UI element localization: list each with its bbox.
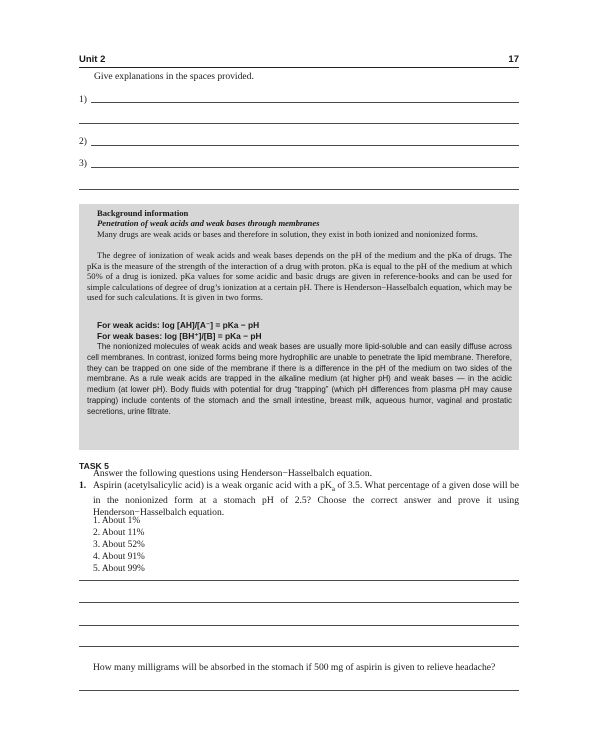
- task-instruction: Answer the following questions using Henderson−Hasselbalch equation.: [93, 468, 373, 479]
- work-line: [79, 625, 519, 626]
- task-title: TASK 5: [79, 461, 109, 471]
- question-number: 1.: [79, 480, 87, 491]
- intro-instruction: Give explanations in the spaces provided.: [94, 71, 254, 82]
- answer-line: [91, 145, 519, 146]
- work-line: [79, 602, 519, 603]
- background-paragraph-1: Many drugs are weak acids or bases and therefore in solution, they exist in both ionized and nonionized forms.: [97, 229, 478, 239]
- formula-weak-acids: For weak acids: log [AH]/[A⁻] = pKa − pH: [97, 320, 260, 330]
- answer-line: [79, 123, 519, 124]
- answer-line: [79, 189, 519, 190]
- work-line: [79, 646, 519, 647]
- work-line: [79, 690, 519, 691]
- background-subtitle: Penetration of weak acids and weak bases through membranes: [97, 218, 320, 228]
- option: 4. About 91%: [93, 552, 145, 562]
- answer-line: [91, 102, 519, 103]
- option: 5. About 99%: [93, 564, 145, 574]
- followup-question: How many milligrams will be absorbed in the stomach if 500 mg of aspirin is given to relieve headache?: [93, 662, 496, 673]
- option: 1. About 1%: [93, 516, 141, 526]
- unit-label: Unit 2: [79, 54, 106, 65]
- background-title: Background information: [97, 208, 189, 218]
- option: 2. About 11%: [93, 528, 145, 538]
- background-paragraph-2: The degree of ionization of weak acids and weak bases depends on the pH of the medium and the pKa of drugs. The pKa is the measure of the strength of the interaction of a drug with proton. pKa is equal to the pH of the medium at which 50% of a drug is ionized. pKa values for some acidic and basic drugs are given in reference-books and can be used for simple calculations of degree of drug’s ionization at a certain pH. There is Henderson−Hasselbalch equation, which may be used for such calculations. It is given in two forms.: [87, 250, 512, 302]
- running-header: [79, 51, 519, 68]
- answer-line: [91, 167, 519, 168]
- answer-number-2: 2): [79, 136, 87, 147]
- question-text: Aspirin (acetylsalicylic acid) is a weak organic acid with a $pK_a$ of 3.5. What percentage of a given dose will be in the nonionized form at a stomach pH of 2.5? Choose the correct answer and prove it using Henderson−Hasselbalch equation.: [93, 480, 520, 518]
- formula-weak-bases: For weak bases: log [BH⁺]/[B] = pKa − pH: [97, 331, 262, 341]
- option: 3. About 52%: [93, 540, 145, 550]
- answer-number-1: 1): [79, 94, 87, 105]
- answer-options: [93, 515, 145, 575]
- page-number: 17: [508, 54, 519, 65]
- work-line: [79, 580, 519, 581]
- answer-number-3: 3): [79, 158, 87, 169]
- background-paragraph-3: The nonionized molecules of weak acids and weak bases are usually more lipid-soluble and can easily diffuse across cell membranes. In contrast, ionized forms being more hydrophilic are unable to penetrate the lipid membrane. Therefore, they can be trapped on one side of the membrane if there is a difference in the pH of the medium on two sides of the membrane. As a rule weak acids are trapped in the alkaline medium (at higher pH) and weak bases — in the acidic medium (at lower pH). Body fluids with potential for drug “trapping” (which pH differences from plasma pH may cause trapping) include contents of the stomach and the small intestine, breast milk, aqueous humor, vaginal and prostatic secretions, urine filtrate.: [87, 342, 512, 416]
